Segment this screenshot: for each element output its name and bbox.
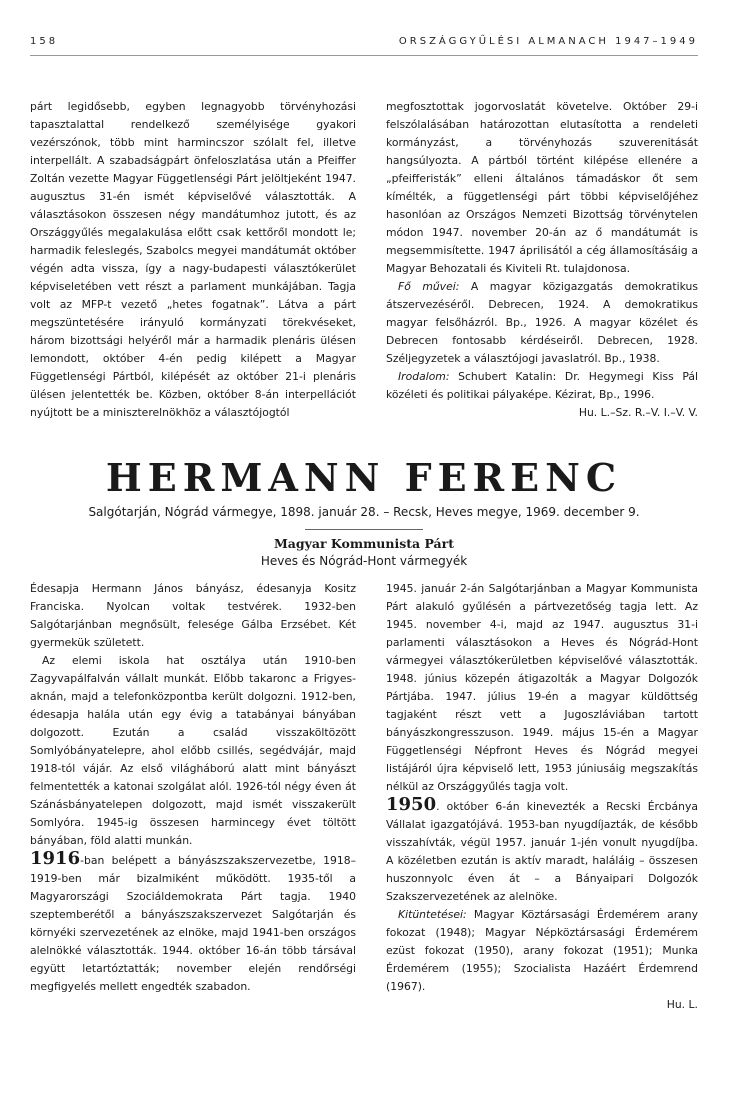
paragraph: párt legidősebb, egyben legnagyobb törvényhozási tapasztalattal rendelkező személyisége gyakori vezérszónok, több mint harmincszor szólalt fel, illetve interpellált. A szabadságpárt önfeloszlatása után a Pfeiffer Zoltán vezette Magyar Függetlenségi Párt jelöltjeként 1947. augusztus 31-én ismét képviselővé választották. A választásokon összesen négy mandátumhoz jutott, és az Országgyűlés megalakulása előtt csak kettőről mondott le; harmadik feleslegés, Szabolcs megyei mandátumát október végén adta vissza, így a nagy-budapesti választókerület képviseletében vett részt a parlament munkájában. Tagja volt az MFP-t vezető „hetes fogatnak”. Látva a párt megszüntetésére irányuló kormányzati törekvéseket, három bizottsági helyéről már a harmadik plenáris ülésen lemondott, október 4-én pedig kilépett a Magyar Függetlenségi Pártból, kilépését az október 21-i plenáris ülésen jelentették be. Közben, október 8-án interpellációt nyújtott be a miniszterelnökhöz a választójogtól — [30, 100, 356, 419]
awards-text: Magyar Köztársasági Érdemérem arany fokozat (1948); Magyar Népköztársasági Érdemérem ezüst fokozat (1950), arany fokozat (1951); Munka Érdemérem (1955); Szocialista Hazáért Érdemrend (1967). — [386, 908, 698, 993]
works-paragraph — [386, 278, 698, 368]
works-text: A magyar közigazgatás demokratikus átszervezéséről. Debrecen, 1924. A demokratikus magyar felsőházról. Bp., 1926. A magyar közélet és Debrecen fontosabb kérdéseiről. Debrecen, 1928. Széljegyzetek a választójogi javaslatról. Bp., 1938. — [386, 280, 698, 365]
paragraph: 1916-ban belépett a bányászszakszervezetbe, 1918–1919-ben már bizalmiként működött. 1935-től a Magyarországi Szociáldemokrata Párt tagja. 1940 szeptemberétől a bányászszakszervezet Salgótarján és környéki szervezetének az elnöke, majd 1941-ben országos alelnökké választották. 1944. október 16-án több társával együtt letartóztatták; november elején rendőrségi megfigyelés mellett engedték szabadon. — [30, 848, 356, 993]
divider — [305, 529, 423, 530]
top-left-column — [30, 98, 356, 422]
works-label: Fő művei: — [398, 280, 460, 293]
literature-text: Schubert Katalin: Dr. Hegymegi Kiss Pál közéleti és politikai pályaképe. Kézirat, Bp., 1996. — [386, 370, 698, 401]
paragraph: 1945. január 2-án Salgótarjánban a Magyar Kommunista Párt alakuló gyűlésén a pártvezetőség tagja lett. Az 1945. november 4-i, majd az 1947. augusztus 31-i parlamenti választásokon a Heves és Nógrád-Hont vármegyei választókerületben képviselővé választották. 1948. június közepén átigazolták a Magyar Dolgozók Pártjába. 1947. július 19-én a magyar küldöttség tagjaként részt vett a Jugoszláviában tartott bányászkongresszuson. 1949. május 15-én a Magyar Függetlenségi Népfront Heves és Nógrád megyei listájáról újra képviselő lett, 1953 júniusáig megszakítás nélkül az Országgyűlés tagja volt. — [386, 582, 698, 793]
paragraph: Az elemi iskola hat osztálya után 1910-ben Zagyvapálfalván vállalt munkát. Előbb takaronc a Frigyes-aknán, majd a telefonközpontba került dolgozni. 1912-ben, édesapja halála után egy évig a tatabányai bányában dolgozott. Ezután a család visszaköltözött Somlyóbányatelepre, ahol előbb csillés, segédvájár, majd 1918-tól vájár. Az első világháború alatt mint bányászt felmentették a katonai szolgálat alól. 1926-tól négy éven át Szánásbányatelepen dolgozott, majd ismét visszakerült Somlyóra. 1945-ig összesen harmincegy évet töltött bányában, föld alatti munkán. — [30, 654, 356, 847]
paragraph: 1950. október 6-án kinevezték a Recski Ércbánya Vállalat igazgatójává. 1953-ban nyugdíjazták, de később visszahívták, végül 1957. január 1-jén vonult nyugdíjba. A közéletben ezután is aktív maradt, haláláig – összesen huszonnyolc éven át – a Bányaipari Dolgozók Szakszervezetének az alelnöke. — [386, 794, 698, 903]
author-signature: Hu. L.–Sz. R.–V. I.–V. V. — [578, 406, 698, 419]
entry-title-block — [30, 455, 698, 568]
awards-paragraph — [386, 906, 698, 996]
running-header — [30, 36, 698, 47]
author-signature: Hu. L. — [666, 998, 698, 1011]
birth-death: Salgótarján, Nógrád vármegye, 1898. január 28. – Recsk, Heves megye, 1969. december 9. — [88, 505, 640, 519]
header-rule — [30, 55, 698, 56]
year-marker: 1950 — [386, 794, 437, 815]
bottom-left-column — [30, 580, 356, 996]
awards-label: Kitüntetései: — [398, 908, 467, 921]
entry-name: HERMANN FERENC — [105, 455, 623, 500]
page-number: 158 — [30, 36, 59, 47]
literature-label: Irodalom: — [398, 370, 450, 383]
literature-paragraph — [386, 368, 698, 404]
top-right-column — [386, 98, 698, 422]
paragraph: megfosztottak jogorvoslatát követelve. Október 29-i felszólalásában határozottan elutasította a rendeleti kormányzást, a törvényhozás szuverenitását hangsúlyozta. A pártból történt kilépése ellenére a „pfeifferisták” elleni általános támadáskor őt sem kímélték, a függetlenségi párt többi képviselőjéhez hasonlóan az Országos Nemzeti Bizottság törvénytelen módon 1947. november 20-án az ő mandátumát is megsemmisítette. 1947 áprilisától a cég államosításáig a Magyar Behozatali és Kiviteli Rt. tulajdonosa. — [386, 100, 698, 275]
year-marker: 1916 — [30, 848, 81, 869]
paragraph: Édesapja Hermann János bányász, édesanyja Kositz Franciska. Nyolcan voltak testvérek. 1932-ben Salgótarjánban megnősült, felesége Gálba Erzsébet. Két gyermekük született. — [30, 582, 356, 649]
running-title: ORSZÁGGYŰLÉSI ALMANACH 1947–1949 — [398, 36, 698, 47]
constituency: Heves és Nógrád-Hont vármegyék — [260, 554, 468, 568]
party-name: Magyar Kommunista Párt — [273, 536, 455, 551]
bottom-right-column — [386, 580, 698, 1014]
